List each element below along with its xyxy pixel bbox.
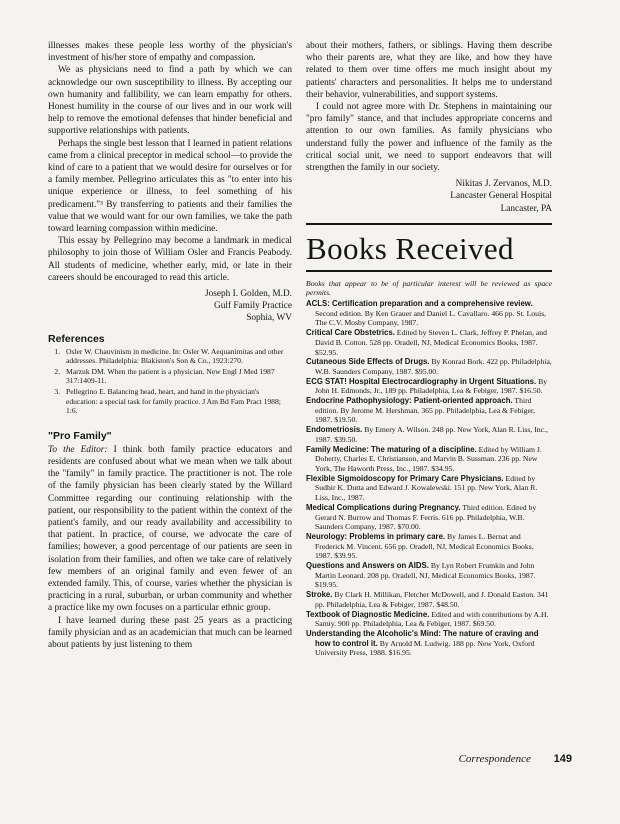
references-heading: References <box>48 332 105 345</box>
reference-list <box>48 347 292 416</box>
book-details: By Emery A. Wilson. 248 pp. New York, Alan R. Liss, Inc., 1987. $39.50. <box>315 425 548 444</box>
book-entry <box>306 425 552 444</box>
book-entry <box>306 474 552 503</box>
page-number: 149 <box>553 753 572 765</box>
book-title: Critical Care Obstetrics. <box>306 328 395 338</box>
body-paragraph: This essay by Pellegrino may become a landmark in medical philosophy to join those of William Osler and Francis Peabody. All students of medicine, whether early, mid, or late in their careers should be encouraged to read this article. <box>48 236 292 283</box>
page-footer <box>459 753 572 765</box>
body-paragraph: about their mothers, fathers, or siblings. Having them describe who their parents are, what they are like, and how they have related to them over time offers me much insight about my patients' characters and personalities. It helps me to understand their behavior, vulnerabilities, and support systems. <box>306 41 552 100</box>
section-divider <box>306 270 552 272</box>
book-details: Second edition. By Ken Grauer and Daniel L. Cavallaro. 466 pp. St. Louis, The C.V. Mosby Company, 1987. <box>315 308 547 328</box>
signature-name: Joseph I. Golden, M.D. <box>204 289 292 300</box>
book-details: By Lyn Robert Frumkin and John Martin Leonard. 208 pp. Oradell, NJ, Medical Economics Books, 1987. $19.95. <box>315 561 536 590</box>
book-details: Edited and with contributions by A.H. Samiy. 900 pp. Philadelphia, Lea & Febiger, 1987. $69.50. <box>315 609 549 629</box>
book-details: Third edition. By Jerome M. Hershman. 365 pp. Philadelphia, Lea & Febiger, 1987. $19.50. <box>315 396 536 425</box>
book-entry <box>306 328 552 357</box>
book-entry <box>306 445 552 474</box>
book-title: Questions and Answers on AIDS. <box>306 561 429 571</box>
book-entry <box>306 561 552 590</box>
book-details: By James L. Bernat and Frederick M. Vincent. 656 pp. Oradell, NJ, Medical Economics Books, 1987. $39.95. <box>315 531 534 561</box>
signature-org: Gulf Family Practice <box>214 301 292 312</box>
book-entry <box>306 590 552 609</box>
letter-text: I think both family practice educators and residents are confused about what we mean when we talk about the "family" in family practice. The practitioner is not. The role of the family physician has been clearly stated by the Willard Committee regarding our continuing relationship with the patient, our responsibility to the patient within the context of the patient's family, and our ready availability and accessibility to that patient. In practice, of course, we advocate the care of families; however, a good percentage of our patients are seen in isolation from their families, and often we take care of relatively few members of an original family and even fewer of an extended family. This, of course, varies whether the physician is practicing in a rural, suburban, or urban community and whether a practice like my own focuses on a particular ethnic group. <box>48 444 293 614</box>
book-details: By Clark H. Millikan, Fletcher McDowell, and J. Donald Easton. 341 pp. Philadelphia, Lea & Febiger, 1987. $48.50. <box>315 590 549 609</box>
reference-item: 1. Osler W. Chauvinism in medicine. In: Osler W. Aequanimitas and other addresses. Philadelphia: Blakiston's Son & Co., 1923:270. <box>62 347 292 366</box>
book-title: ECG STAT! Hospital Electrocardiography in Urgent Situations. <box>306 376 537 386</box>
book-title: ACLS: Certification preparation and a comprehensive review. <box>306 299 533 309</box>
body-paragraph: We as physicians need to find a path by which we can acknowledge our own susceptibility to illness. By accepting our own humanity and fallibility, we can learn empathy for others. Honest humility in the course of our lives and in our work will help to remove the emotional defenses that hinder beneficial and supportive relationships with patients. <box>48 65 292 137</box>
book-title: Endocrine Pathophysiology: Patient-oriented approach. <box>306 396 513 406</box>
signature-place: Sophia, WV <box>246 313 292 324</box>
letter-paragraph: I have learned during these past 25 years as a practicing family physician and as an academician that much can be learned about patients by just listening to them <box>48 615 292 651</box>
reference-item: 2. Marzuk DM. When the patient is a physician. New Engl J Med 1987 317:1409-11. <box>62 367 292 386</box>
body-paragraph: I could not agree more with Dr. Stephens in maintaining our "pro family" stance, and that includes appropriate concerns and attention to our own families. As family physicians who understand fully the power and influence of the family as the critical social unit, we need to support endeavors that will strengthen the family in our society. <box>306 102 552 174</box>
book-entry <box>306 396 552 425</box>
book-details: By Arnold M. Ludwig. 188 pp. New York, Oxford University Press, 1988. $16.95. <box>315 638 535 658</box>
reference-item: 3. Pellegrino E. Balancing head, heart, and hand in the physician's education: a special task for family practice. J Am Bd Fam Pract 1988; 1:6. <box>62 387 292 416</box>
signature-place: Lancaster, PA <box>500 203 552 214</box>
body-paragraph: illnesses makes these people less worthy of the physician's investment of his/her store of empathy and compassion. <box>48 41 292 64</box>
signature-org: Lancaster General Hospital <box>450 191 552 202</box>
book-entry <box>306 357 552 376</box>
book-entry <box>306 377 552 396</box>
book-entry <box>306 610 552 629</box>
book-title: Endometriosis. <box>306 425 363 435</box>
book-details: Edited by William J. Doherty, Charles E. Christianson, and Marvin B. Sussman. 236 pp. New York, The Haworth Press, Inc., 1987. $34.95. <box>315 444 542 473</box>
book-title: Cutaneous Side Effects of Drugs. <box>306 357 430 367</box>
book-title: Understanding the Alcoholic's Mind: The nature of craving and how to control it. <box>306 628 539 648</box>
book-list <box>306 299 552 658</box>
signature-block <box>48 288 292 325</box>
section-divider <box>306 223 552 225</box>
footer-section: Correspondence <box>458 753 531 765</box>
right-column <box>306 40 552 658</box>
book-details: By John H. Edmonds, Jr., 189 pp. Philadelphia, Lea & Febiger, 1987. $16.50. <box>315 376 548 396</box>
book-title: Flexible Sigmoidoscopy for Primary Care Physicians. <box>306 473 504 483</box>
book-title: Stroke. <box>306 590 333 600</box>
book-title: Medical Complications during Pregnancy. <box>306 502 461 512</box>
book-entry <box>306 503 552 532</box>
book-title: Textbook of Diagnostic Medicine. <box>306 609 430 619</box>
book-details: Edited by Steven L. Clark, Jeffrey P. Phelan, and David B. Cotton. 528 pp. Oradell, NJ, Medical Economics Books, 1987. $52.95. <box>315 328 547 357</box>
section-title: Books Received <box>306 230 514 266</box>
book-entry <box>306 629 552 658</box>
book-title: Family Medicine: The maturing of a discipline. <box>306 444 477 454</box>
book-entry <box>306 532 552 561</box>
section-intro: Books that appear to be of particular interest will be reviewed as space permits. <box>306 278 552 298</box>
letter-paragraph <box>48 444 292 615</box>
book-details: By Konrad Bork. 422 pp. Philadelphia, W.B. Saunders Company, 1987. $95.00. <box>315 357 552 376</box>
left-column <box>48 40 292 651</box>
signature-block <box>306 178 552 215</box>
signature-name: Nikitas J. Zervanos, M.D. <box>455 179 552 190</box>
book-entry <box>306 299 552 328</box>
book-title: Neurology: Problems in primary care. <box>306 531 446 541</box>
letter-salutation: To the Editor: <box>48 444 108 455</box>
letter-heading: "Pro Family" <box>48 429 112 442</box>
book-details: Third edition. Edited by Gerard N. Burrow and Thomas F. Ferris. 616 pp. Philadelphia, W.B. Saunders Company, 1987. $70.00. <box>315 502 537 532</box>
body-paragraph: Perhaps the single best lesson that I learned in patient relations came from a clinical preceptor in medical school—to provide the kind of care to a patient that we would desire for ourselves or for a family member. Pellegrino articulates this as "to enter into his unique experience or illness, to feel something of his predicament."³ By transferring to patients and their families the value that we would want for our own families, we take the path toward learning compassion within medicine. <box>48 138 292 235</box>
book-details: Edited by Sudhir K. Dutta and Edward J. Kowalewski. 151 pp. New York, Alan R. Liss, Inc., 1987. <box>315 473 538 503</box>
